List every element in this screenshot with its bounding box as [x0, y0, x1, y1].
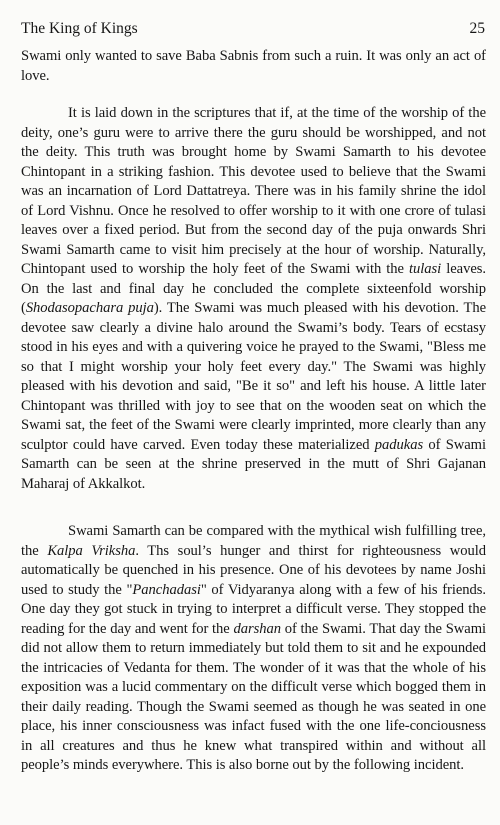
text-run: ). The Swami was much pleased with his devotion. The devotee saw clearly a divine halo around the Swami’s body. Tears of ecstasy stood in his eyes and with a quivering voice he prayed to the Swami, "Bless me so that I might worship your holy feet every day." The Swami was highly pleased with his devotion and said, "Be it so" and left his house. A little later Chintopant was thrilled with joy to see that on the wooden seat on which the Swami sat, the feet of the Swami were clearly imprinted, more clearly than any sculptor could have carved. Even today these materialized	[21, 300, 486, 453]
italic-term-panchadasi: Panchadasi	[132, 581, 201, 598]
text-run: Swami Samarth can be compared with the mythical wish fulfilling tree, the	[21, 523, 486, 559]
italic-term-darshan: darshan	[233, 620, 281, 637]
italic-term-tulasi: tulasi	[409, 261, 442, 277]
page-header	[21, 20, 485, 40]
running-head: The King of Kings	[21, 20, 138, 37]
page-number: 25	[469, 20, 485, 37]
text-run: leaves. On the last and final day he concluded the complete sixteenfold worship (	[21, 261, 486, 316]
paragraph-2	[21, 104, 486, 494]
text-run: . Ths soul’s hunger and thirst for righteousness would automatically be quenched in his presence. One of his devotees by name Joshi used to study the "	[21, 542, 486, 598]
text-run: " of Vidyaranya along with a few of his friends. One day they got stuck in trying to interpret a difficult verse. They stopped the reading for the day and went for the	[21, 581, 486, 637]
italic-term-padukas: padukas	[374, 436, 424, 453]
text-run: Swami only wanted to save Baba Sabnis from such a ruin. It was only an act of love.	[21, 48, 486, 84]
text-run: of the Swami. That day the Swami did not allow them to return immediately but told them to sit and he expounded the intricacies of Vedanta for them. The wonder of it was that the whole of his exposition was a lucid commentary on the difficult verse which bogged them in their daily reading. Though the Swami seemed as though he was seated in one place, his inner consciousness was infact fused with the one life-conciousness in all creatures and thus he knew what transpired within and without all people’s minds everywhere. This is also borne out by the following incident.	[21, 620, 486, 773]
text-run: It is laid down in the scriptures that if, at the time of the worship of the deity, one’s guru were to arrive there the guru should be worshipped, and not the deity. This truth was brought home by Swami Samarth to his devotee Chintopant in a striking fashion. This devotee used to believe that the Swami was an incarnation of Lord Dattatreya. There was in his family shrine the idol of Lord Vishnu. Once he resolved to offer worship to it with one crore of tulasi leaves over a fixed period. But from the second day of the puja onwards Shri Swami Samarth came to visit him precisely at the hour of worship. Naturally, Chintopant used to worship the holy feet of the Swami with the	[21, 105, 486, 277]
italic-term-kalpa-vriksha: Kalpa Vriksha	[47, 542, 136, 559]
paragraph-3	[21, 522, 486, 776]
paragraph-1	[21, 47, 486, 86]
text-run: of Swami Samarth can be seen at the shrine preserved in the mutt of Shri Gajanan Maharaj of Akkalkot.	[21, 436, 486, 492]
italic-term-shodasopachara-puja: Shodasopachara puja	[25, 300, 154, 316]
